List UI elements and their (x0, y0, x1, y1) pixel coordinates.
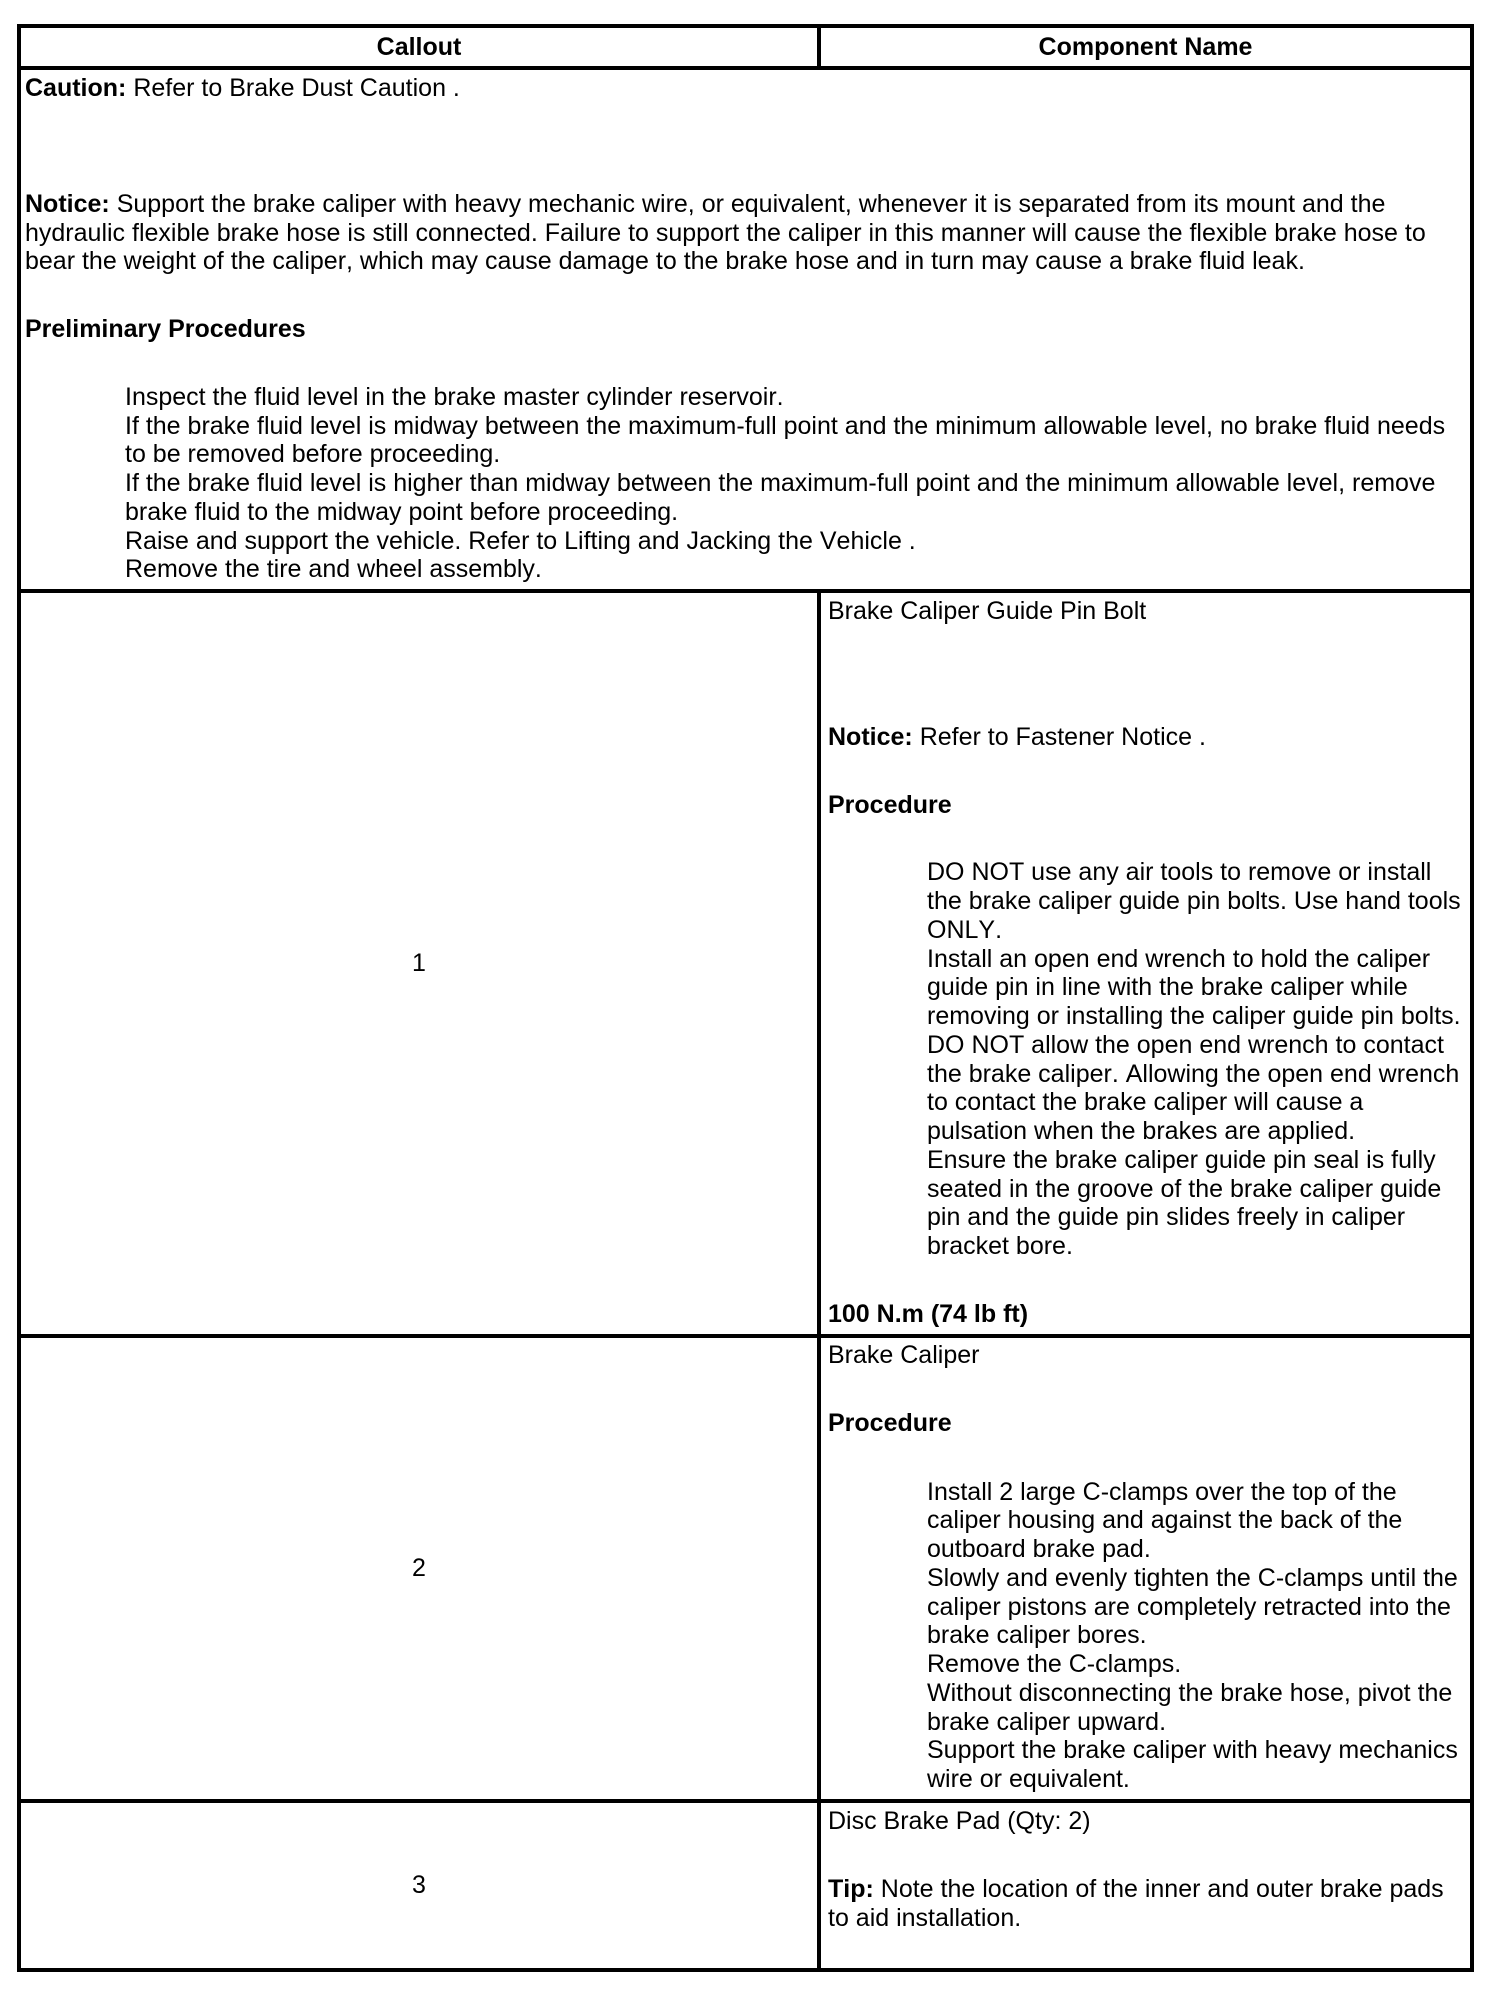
table-row-1-component (817, 589, 1474, 1338)
procedure-step: Slowly and evenly tighten the C-clamps until the caliper pistons are completely retracted into the brake caliper bores. (927, 1563, 1458, 1650)
callout-number: 2 (412, 1554, 426, 1583)
notice-note (25, 190, 1466, 276)
preliminary-step: If the brake fluid level is higher than midway between the maximum-full point and the minimum allowable level, remove brake fluid to the midway point before proceeding. (125, 469, 1436, 526)
preliminary-step: Raise and support the vehicle. Refer to Lifting and Jacking the Vehicle . (125, 526, 916, 555)
preliminary-step: If the brake fluid level is midway between the maximum-full point and the minimum allowable level, no brake fluid needs to be removed before proceeding. (125, 411, 1446, 469)
fastener-notice (828, 723, 1465, 752)
preliminary-step: Remove the tire and wheel assembly. (125, 555, 542, 584)
procedure-step: Install 2 large C-clamps over the top of the caliper housing and against the back of the outboard brake pad. (927, 1477, 1403, 1563)
procedure-step: Install an open end wrench to hold the caliper guide pin in line with the brake caliper while removing or installing the caliper guide pin bolts. (927, 944, 1461, 1030)
table-row-1-callout (17, 589, 821, 1338)
procedure-steps (927, 858, 1464, 1261)
tip-label: Tip: (828, 1874, 874, 1903)
header-component-name (817, 24, 1474, 70)
header-component-name-label: Component Name (1038, 32, 1253, 61)
preliminary-step: Inspect the fluid level in the brake master cylinder reservoir. (125, 382, 784, 411)
tip-text: Note the location of the inner and outer brake pads to aid installation. (828, 1874, 1444, 1932)
procedure-title: Procedure (828, 790, 952, 819)
caution-text: Refer to Brake Dust Caution . (133, 74, 460, 102)
table-row-2-component (817, 1334, 1474, 1803)
procedure-step: Support the brake caliper with heavy mechanics wire or equivalent. (927, 1736, 1458, 1793)
procedure-step: Ensure the brake caliper guide pin seal is fully seated in the groove of the brake caliper guide pin and the guide pin slides freely in caliper bracket bore. (927, 1145, 1442, 1260)
procedure-step: DO NOT allow the open end wrench to contact the brake caliper. Allowing the open end wrench to contact the brake caliper will cause a pulsation when the brakes are applied. (927, 1030, 1460, 1145)
torque-spec: 100 N.m (74 lb ft) (828, 1299, 1029, 1328)
header-callout (17, 24, 821, 70)
component-name: Disc Brake Pad (Qty: 2) (828, 1807, 1091, 1835)
preliminary-steps (125, 383, 1460, 584)
procedure-steps (927, 1478, 1464, 1794)
procedure-step: Remove the C-clamps. (927, 1650, 1182, 1678)
general-notes-cell (17, 66, 1474, 593)
procedure-step: Without disconnecting the brake hose, pivot the brake caliper upward. (927, 1678, 1453, 1736)
caution-note (25, 74, 1466, 103)
preliminary-procedures-title: Preliminary Procedures (25, 315, 306, 343)
component-name: Brake Caliper (828, 1341, 980, 1369)
caution-label: Caution: (25, 74, 127, 102)
header-callout-label: Callout (376, 32, 462, 61)
procedure-title: Procedure (828, 1408, 952, 1437)
notice-label: Notice: (25, 189, 110, 218)
notice-text: Support the brake caliper with heavy mechanic wire, or equivalent, whenever it is separated from its mount and the hydraulic flexible brake hose is still connected. Failure to support the caliper in this manner will cause the flexible brake hose to bear the weight of the caliper, which may cause damage to the brake hose and in turn may cause a brake fluid leak. (25, 189, 1426, 276)
tip-note (828, 1875, 1465, 1933)
component-name: Brake Caliper Guide Pin Bolt (828, 597, 1147, 625)
notice-text: Refer to Fastener Notice . (919, 722, 1206, 751)
callout-number: 1 (412, 949, 426, 978)
notice-label: Notice: (828, 722, 913, 751)
table-row-3-component (817, 1799, 1474, 1972)
table-row-2-callout (17, 1334, 821, 1803)
procedure-step: DO NOT use any air tools to remove or install the brake caliper guide pin bolts. Use hand tools ONLY. (927, 858, 1461, 944)
callout-number: 3 (412, 1871, 426, 1900)
table-row-3-callout (17, 1799, 821, 1972)
